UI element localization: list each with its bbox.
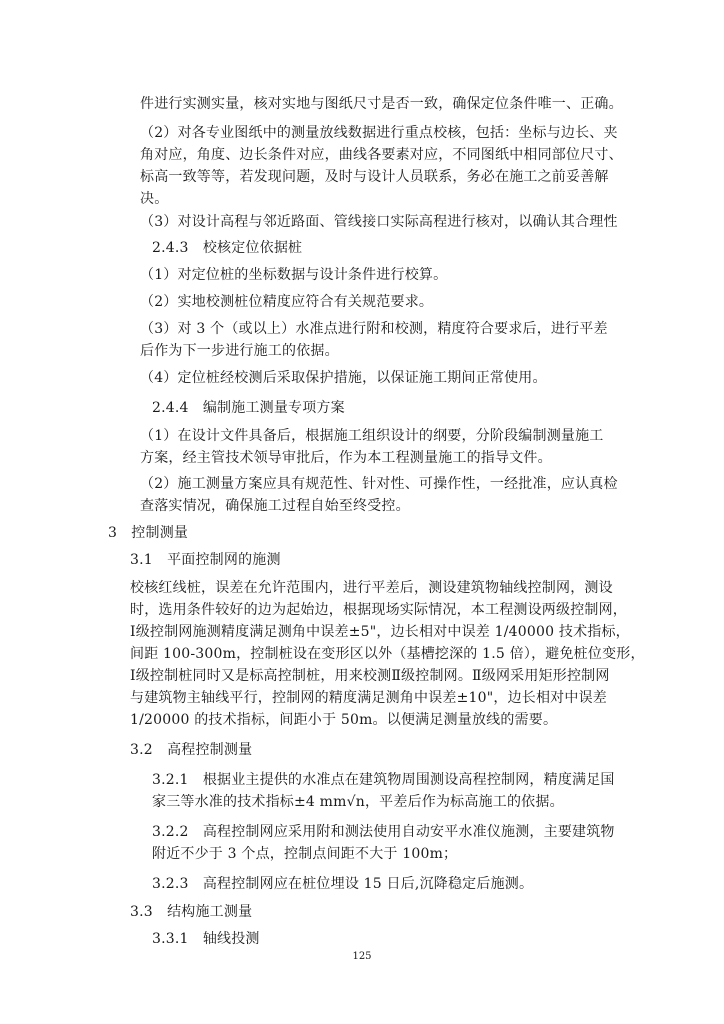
text-line: 3.2.3 高程控制网应在桩位埋设 15 日后,沉降稳定后施测。 xyxy=(152,876,534,892)
text-line: 角对应，角度、边长条件对应，曲线各要素对应，不同图纸中相同部位尺寸、 xyxy=(140,147,623,163)
text-line: （3）对 3 个（或以上）水准点进行附和校测，精度符合要求后，进行平差 xyxy=(140,321,608,337)
section-heading: 3.3 结构施工测量 xyxy=(130,904,253,920)
text-line: 标高一致等等，若发现问题，及时与设计人员联系，务必在施工之前妥善解 xyxy=(140,169,609,185)
section-heading: 2.4.4 编制施工测量专项方案 xyxy=(152,400,345,416)
text-line: （2）施工测量方案应具有规范性、针对性、可操作性，一经批准，应认真检 xyxy=(140,476,618,492)
text-line: 件进行实测实量，核对实地与图纸尺寸是否一致，确保定位条件唯一、正确。 xyxy=(140,96,623,112)
section-heading: 3.2 高程控制测量 xyxy=(130,742,253,758)
text-line: 后作为下一步进行施工的依据。 xyxy=(140,343,339,359)
text-line: （2）对各专业图纸中的测量放线数据进行重点校核，包括：坐标与边长、夹 xyxy=(140,125,618,141)
text-line: 决。 xyxy=(140,191,169,207)
text-line: 1/20000 的技术指标，间距小于 50m。以便满足测量放线的需要。 xyxy=(130,712,558,728)
text-line: 间距 100-300m，控制桩设在变形区以外（基槽挖深的 1.5 倍），避免桩位变形， xyxy=(130,646,645,662)
text-line: （2）实地校测桩位精度应符合有关规范要求。 xyxy=(140,294,434,310)
text-line: 校核红线桩，误差在允许范围内，进行平差后，测设建筑物轴线控制网，测设 xyxy=(130,580,613,596)
text-line: 查落实情况，确保施工过程自始至终受控。 xyxy=(140,498,410,514)
text-line: 附近不少于 3 个点，控制点间距不大于 100m； xyxy=(152,846,458,862)
text-line: Ⅰ级控制桩同时又是标高控制桩，用来校测Ⅱ级控制网。Ⅱ级网采用矩形控制网 xyxy=(130,668,610,684)
text-line: 家三等水准的技术指标±4 mm√n，平差后作为标高施工的依据。 xyxy=(152,794,564,810)
text-line: 时，选用条件较好的边为起始边，根据现场实际情况，本工程测设两级控制网， xyxy=(130,602,627,618)
text-line: （1）对定位桩的坐标数据与设计条件进行校算。 xyxy=(140,267,448,283)
text-line: 3.2.2 高程控制网应采用附和测法使用自动安平水准仪施测，主要建筑物 xyxy=(152,824,615,840)
text-line: 方案，经主管技术领导审批后，作为本工程测量施工的指导文件。 xyxy=(140,450,552,466)
text-line: （1）在设计文件具备后，根据施工组织设计的纲要，分阶段编制测量施工 xyxy=(140,428,604,444)
text-line: 3.2.1 根据业主提供的水准点在建筑物周围测设高程控制网，精度满足国 xyxy=(152,772,615,788)
text-line: （3）对设计高程与邻近路面、管线接口实际高程进行核对，以确认其合理性 xyxy=(140,214,618,230)
chapter-heading: 3 控制测量 xyxy=(108,525,189,541)
section-heading: 2.4.3 校核定位依据桩 xyxy=(152,240,303,256)
text-line: Ⅰ级控制网施测精度满足测角中误差±5"，边长相对中误差 1/40000 技术指标， xyxy=(130,624,630,640)
text-line: 与建筑物主轴线平行，控制网的精度满足测角中误差±10"，边长相对中误差 xyxy=(130,690,607,706)
page-number: 125 xyxy=(352,951,372,962)
section-heading: 3.1 平面控制网的施测 xyxy=(130,552,281,568)
text-line: （4）定位桩经校测后采取保护措施，以保证施工期间正常使用。 xyxy=(140,370,547,386)
section-heading: 3.3.1 轴线投测 xyxy=(152,931,260,947)
